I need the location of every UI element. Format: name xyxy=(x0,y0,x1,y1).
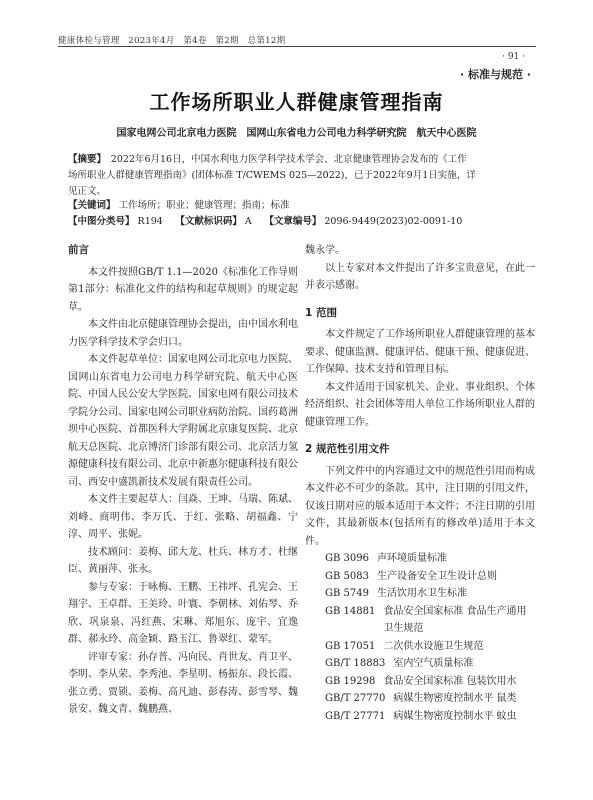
preface-paragraph: 本文件按照GB/T 1.1—2020《标准化工作导则 第1部分：标准化文件的结构和起草规则》的规定起草。 xyxy=(68,266,308,313)
article-no-label: 【文章编号】 xyxy=(264,216,322,227)
standard-item: GB 5083 生产设备安全卫生设计总则 xyxy=(325,570,497,582)
preface-paragraph: 技术顾问：姜梅、邱大龙、杜兵、林方才、杜继臣、黄丽萍、张永。 xyxy=(68,546,298,575)
doc-code-label: 【文献标识码】 xyxy=(175,216,242,227)
right-column xyxy=(305,242,535,725)
standard-item: GB 17051 二次供水设施卫生规范 xyxy=(325,640,484,652)
keywords-line xyxy=(68,198,538,214)
standard-item: GB 19298 食品安全国家标准 包装饮用水 xyxy=(325,675,517,687)
references-paragraph: 下列文件中的内容通过文中的规范性引用而构成本文件必不可少的条款。其中，注日期的引用文件，仅该日期对应的版本适用于本文件；不注日期的引用文件，其最新版本(包括所有的修改单)适用于本文件。 xyxy=(305,465,535,547)
keywords-text: 工作场所；职业；健康管理；指南；标准 xyxy=(118,200,290,211)
scope-paragraph: 本文件规定了工作场所职业人群健康管理的基本要求、健康监测、健康评估、健康干预、健康促进、工作保障、技术支持和管理目标。 xyxy=(305,329,535,375)
keywords-label: 【关键词】 xyxy=(68,200,116,211)
header-rule xyxy=(58,46,536,47)
section-heading-scope: 1 范围 xyxy=(305,306,337,319)
abstract-line-3: 见正文。 xyxy=(68,186,107,197)
thanks-paragraph: 以上专家对本文件提出了许多宝贵意见，在此一并表示感谢。 xyxy=(305,262,535,291)
standard-item: GB 5749 生活饮用水卫生标准 xyxy=(325,588,467,599)
left-column xyxy=(68,242,308,719)
preface-paragraph: 本文件由北京健康管理协会提出，由中国水利电力医学科学技术学会归口。 xyxy=(68,319,298,348)
section-heading-preface: 前言 xyxy=(68,244,89,256)
article-authors: 国家电网公司北京电力医院 国网山东省电力公司电力科学研究院 航天中心医院 xyxy=(116,128,477,139)
preface-paragraph: 参与专家：于咏梅、王鹏、王祎坪、孔宪会、王翔宇、王卓群、王美玲、叶寰、李朝林、刘佑琴、乔欣、巩泉泉、冯红燕、宋琳、郑旭东、庞宇、宜逸群、郝永玲、高金颖、路玉江、鲁翠红、蒙军。 xyxy=(68,581,298,645)
standard-item: GB/T 18883 室内空气质量标准 xyxy=(325,658,474,669)
abstract-label: 【摘要】 xyxy=(68,154,102,165)
article-no-value: 2096-9449(2023)02-0091-10 xyxy=(324,216,463,227)
standard-item: GB/T 27770 病媒生物密度控制水平 鼠类 xyxy=(325,693,517,704)
preface-paragraph: 评审专家：孙存普、冯向民、肖世友、肖卫平、李明、李从荣、李秀池、李星明、杨振东、段长霞、张立勇、贾锁、姜梅、高凡迪、彭春涛、彭雪琴、魏景安、魏文青、魏鹏燕、 xyxy=(68,651,298,715)
doc-code-value: A xyxy=(244,216,252,227)
clc-value: R194 xyxy=(137,216,163,227)
classification-line xyxy=(68,214,538,230)
article-title: 工作场所职业人群健康管理指南 xyxy=(149,90,444,114)
running-head: 健康体检与管理 2023年4月 第4卷 第2期 总第12期 xyxy=(58,36,286,46)
standard-item: GB/T 27771 病媒生物密度控制水平 蚊虫 xyxy=(325,710,517,722)
continuation-text: 魏永学。 xyxy=(305,245,345,256)
section-heading-references: 2 规范性引用文件 xyxy=(305,443,390,455)
section-tag: · 标准与规范 · xyxy=(459,68,531,81)
preface-paragraph: 本文件起草单位：国家电网公司北京电力医院、国网山东省电力公司电力科学研究院、航天中心医院、中国人民公安大学医院、国家电网有限公司技术学院分公司、国家电网公司职业病防治院、国药葛洲坝中心医院、首都医科大学附属北京康复医院、北京航天总医院、北京博济门诊部有限公司、北京活力氢源健康科技有限公司、北京中新惠尔健康科技有限公司、西安中盛凯新技术发展有限责任公司。 xyxy=(68,354,298,488)
scope-paragraph: 本文件适用于国家机关、企业、事业组织、个体经济组织、社会团体等用人单位工作场所职业人群的健康管理工作。 xyxy=(305,381,535,428)
preface-paragraph: 本文件主要起草人：闫焱、王坤、马瑞、陈斌、刘峰、商明伟、李万氏、于红、张略、胡福鑫、宁淳、周平、张妮。 xyxy=(68,494,298,540)
abstract xyxy=(68,152,530,200)
clc-label: 【中图分类号】 xyxy=(68,216,135,227)
abstract-line-1: 【摘要】 2022年6月16日，中国水利电力医学科学技术学会、北京健康管理协会发布的《工作 xyxy=(68,154,467,165)
page-number: · 91 · xyxy=(502,52,525,62)
standard-item: GB 14881 食品安全国家标准 食品生产通用卫生规范 xyxy=(325,605,527,634)
abstract-line-2: 场所职业人群健康管理指南》(团体标准 T/CWEMS 025—2022)，已于2022年9月1日实施，详 xyxy=(68,170,476,181)
standard-item: GB 3096 声环境质量标准 xyxy=(325,553,447,564)
